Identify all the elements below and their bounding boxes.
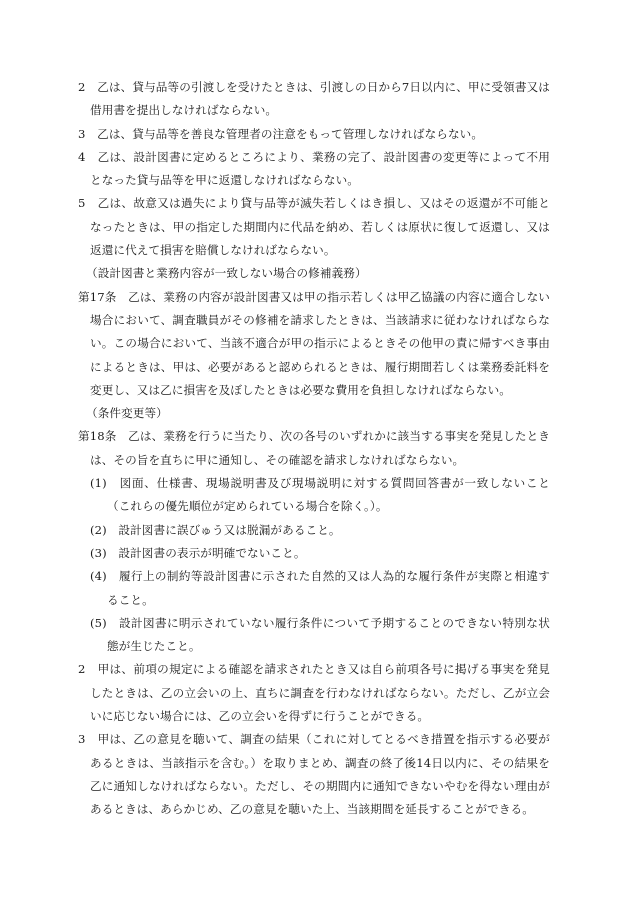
paragraph-article16-4: 4 乙は、設計図書に定めるところにより、業務の完了、設計図書の変更等によって不用となった貸与品等を甲に返還しなければならない。 bbox=[78, 149, 550, 188]
article18-item-4: (4) 履行上の制約等設計図書に示された自然的又は人為的な履行条件が実際と相違すること。 bbox=[90, 569, 550, 607]
article18-item-1: (1) 図面、仕様書、現場説明書及び現場説明に対する質問回答書が一致しないこと（これらの優先順位が定められている場合を除く。）。 bbox=[90, 476, 550, 514]
article18-body: 第18条 乙は、業務を行うに当たり、次の各号のいずれかに該当する事実を発見したときは、その旨を直ちに甲に通知し、その確認を請求しなければならない。 bbox=[78, 429, 550, 467]
article18-item-5: (5) 設計図書に明示されていない履行条件について予期することのできない特別な状態が生じたこと。 bbox=[90, 615, 550, 654]
paragraph-article16-3: 3 乙は、貸与品等を善良な管理者の注意をもって管理しなければならない。 bbox=[78, 126, 484, 141]
article17-body: 第17条 乙は、業務の内容が設計図書又は甲の指示若しくは甲乙協議の内容に適合しない場合において、調査職員がその修補を請求したときは、当該請求に従わなければならない。この場合において、当該不適合が甲の指示によるときその他甲の責に帰すべき事由によるときは、甲は、必要があると認められるときは、履行期間若しくは業務委託料を変更し、又は乙に損害を及ぼしたときは必要な費用を負担しなければならない。 bbox=[78, 289, 550, 397]
article18-heading: （条件変更等） bbox=[86, 406, 168, 421]
article18-item-3: (3) 設計図書の表示が明確でないこと。 bbox=[90, 545, 306, 560]
article17-heading: （設計図書と業務内容が一致しない場合の修補義務） bbox=[86, 266, 367, 281]
article18-item-2: (2) 設計図書に誤びゅう又は脱漏があること。 bbox=[90, 522, 341, 537]
paragraph-article18-2: 2 甲は、前項の規定による確認を請求されたとき又は自ら前項各号に掲げる事実を発見したときは、乙の立会いの上、直ちに調査を行わなければならない。ただし、乙が立会いに応じない場合には、乙の立会いを得ずに行うことができる。 bbox=[78, 662, 550, 724]
paragraph-article16-2: 2 乙は、貸与品等の引渡しを受けたときは、引渡しの日から7日以内に、甲に受領書又は借用書を提出しなければならない。 bbox=[78, 80, 550, 118]
paragraph-article16-5: 5 乙は、故意又は過失により貸与品等が滅失若しくはき損し、又はその返還が不可能となったときは、甲の指定した期間内に代品を納め、若しくは原状に復して返還し、又は返還に代えて損害を賠償しなければならない。 bbox=[78, 196, 550, 258]
document-body bbox=[78, 76, 550, 822]
paragraph-article18-3: 3 甲は、乙の意見を聴いて、調査の結果（これに対してとるべき措置を指示する必要があるときは、当該指示を含む。）を取りまとめ、調査の終了後14日以内に、その結果を乙に通知しなければならない。ただし、その期間内に通知できないやむを得ない理由があるときは、あらかじめ、乙の意見を聴いた上、当該期間を延長することができる。 bbox=[78, 732, 550, 817]
